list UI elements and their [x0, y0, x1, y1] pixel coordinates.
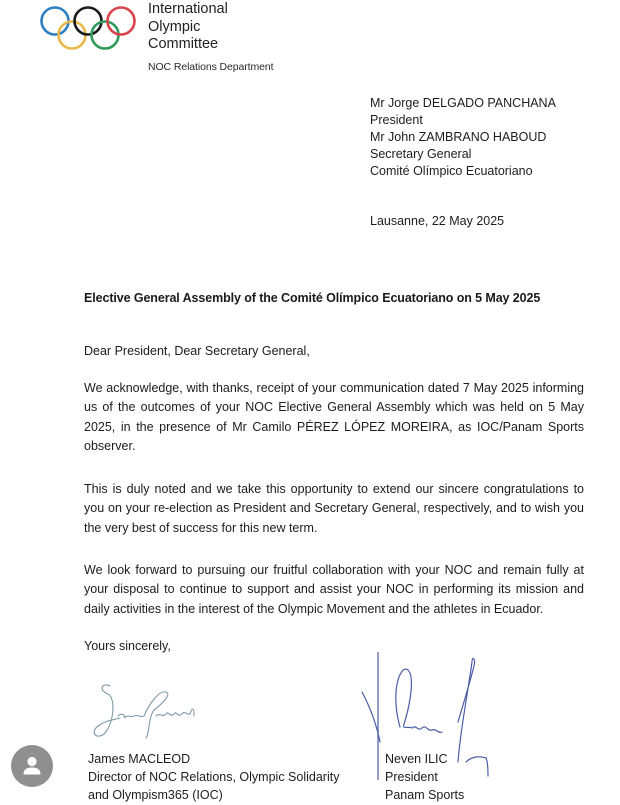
signatory-name: Neven ILIC: [385, 752, 448, 766]
recipient-line: Mr John ZAMBRANO HABOUD: [370, 130, 547, 144]
signatory-name: James MACLEOD: [88, 752, 191, 766]
signatory-ilic: [385, 750, 464, 804]
body-paragraph-3: We look forward to pursuing our fruitful collaboration with your NOC and remain fully at your disposal to continue to support and assist your NOC in performing its mission and daily activities in the interest of the Olympic Movement and the athletes in Ecuador.: [84, 563, 584, 616]
recipient-line: Comité Olímpico Ecuatoriano: [370, 164, 533, 178]
organization-name: [148, 1, 228, 54]
signatory-title: Panam Sports: [385, 788, 465, 802]
body-paragraph-1: We acknowledge, with thanks, receipt of your communication dated 7 May 2025 informing us of the outcomes of your NOC Elective General Assembly which was held on 5 May 2025, in the presence of Mr Camilo PÉREZ LÓPEZ MOREIRA, as IOC/Panam Sports observer.: [84, 381, 584, 454]
signature-macleod-icon: [88, 676, 208, 746]
recipient-address: [370, 95, 556, 180]
user-avatar-icon: [22, 755, 42, 777]
recipient-line: Secretary General: [370, 147, 472, 161]
body-paragraph-2: This is duly noted and we take this opportunity to extend our sincere congratulations to you on your re-election as President and Secretary General, respectively, and to wish you the very best of success for this new term.: [84, 482, 584, 535]
signatory-title: President: [385, 770, 438, 784]
closing: Yours sincerely,: [84, 639, 171, 653]
ring-yellow: [59, 22, 86, 49]
letter-date: Lausanne, 22 May 2025: [370, 214, 505, 228]
ring-red: [108, 8, 135, 35]
ring-black: [75, 8, 102, 35]
letter-subject: Elective General Assembly of the Comité Olímpico Ecuatoriano on 5 May 2025: [84, 291, 541, 305]
org-name-line: Olympic: [148, 18, 201, 35]
signatory-title: and Olympism365 (IOC): [88, 788, 223, 802]
signatory-macleod: [88, 750, 339, 804]
ring-blue: [42, 8, 69, 35]
salutation: Dear President, Dear Secretary General,: [84, 344, 310, 358]
user-avatar-button[interactable]: [11, 745, 53, 787]
recipient-line: Mr Jorge DELGADO PANCHANA: [370, 96, 556, 110]
department-name: NOC Relations Department: [148, 61, 274, 73]
org-name-line: Committee: [148, 36, 219, 52]
ring-green: [92, 22, 119, 49]
recipient-line: President: [370, 113, 423, 127]
olympic-rings-icon: [35, 4, 140, 52]
org-name-line: International: [148, 1, 228, 17]
signatory-title: Director of NOC Relations, Olympic Solidarity: [88, 770, 340, 784]
